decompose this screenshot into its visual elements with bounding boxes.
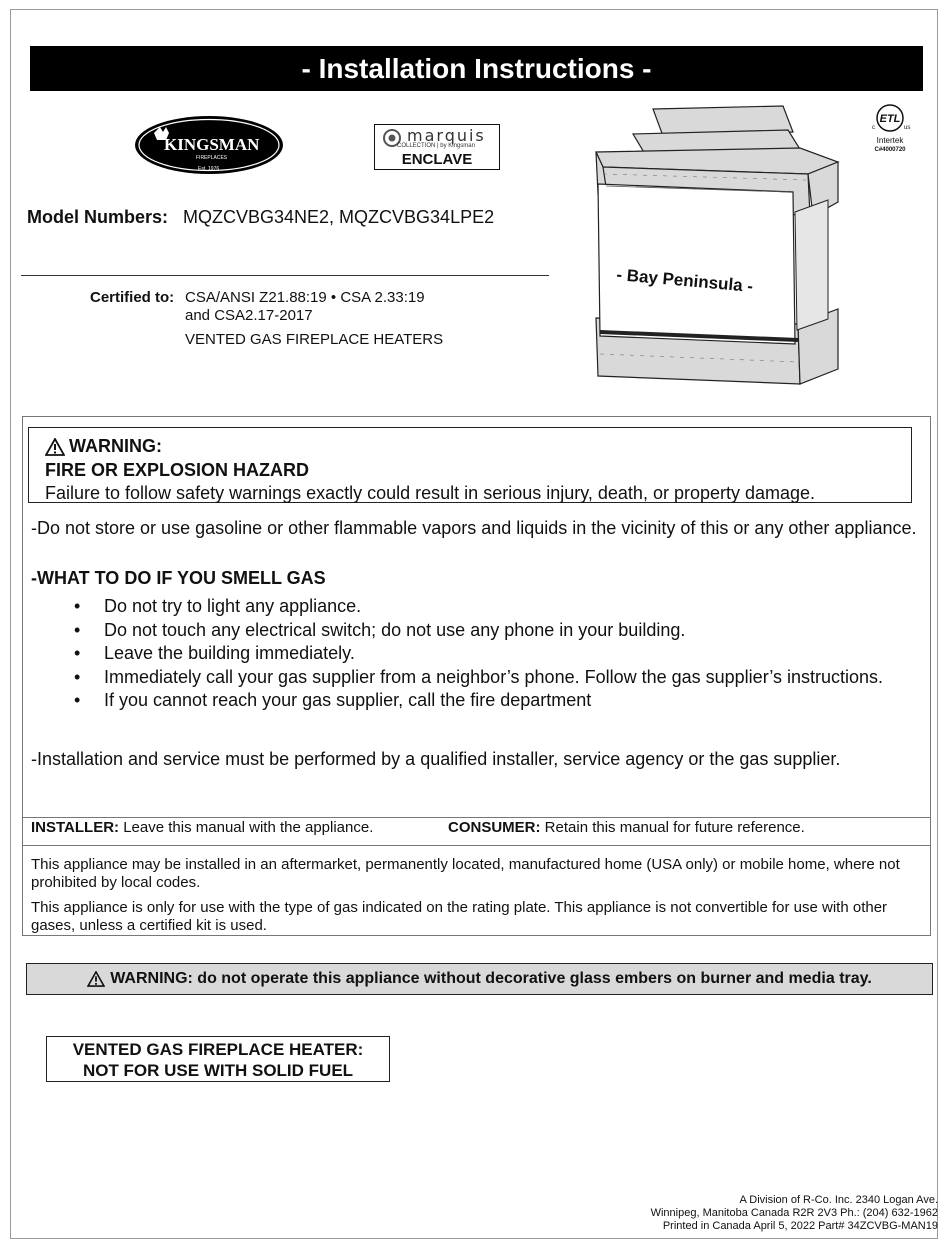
marquis-product: ENCLAVE	[401, 151, 473, 168]
installation-paragraph: -Installation and service must be performed by a qualified installer, service agency or the gas supplier.	[31, 749, 841, 769]
certified-standard-line: CSA/ANSI Z21.88:19 • CSA 2.33:19	[185, 289, 425, 306]
consumer-text: Retain this manual for future reference.	[544, 819, 805, 836]
smell-gas-heading: -WHAT TO DO IF YOU SMELL GAS	[31, 568, 326, 588]
etl-lab: Intertek	[876, 136, 904, 145]
glass-embers-warning	[26, 963, 933, 995]
etl-mark: ETL	[879, 113, 901, 125]
solid-fuel-line: VENTED GAS FIREPLACE HEATER:	[72, 1040, 364, 1059]
footer-address	[651, 1194, 938, 1233]
etl-c: c	[872, 125, 875, 131]
marquis-sub: COLLECTION | by Kingsman	[397, 143, 475, 149]
certified-standard-line: and CSA2.17-2017	[185, 307, 313, 324]
smell-gas-list	[72, 595, 892, 713]
consumer-note	[448, 819, 805, 836]
kingsman-sub: FIREPLACES	[196, 155, 228, 161]
warning-heading	[45, 436, 162, 457]
marquis-enclave-logo	[374, 124, 500, 170]
consumer-label: CONSUMER:	[448, 819, 541, 836]
list-item: • If you cannot reach your gas supplier, call the fire department	[72, 689, 892, 713]
certified-standards	[185, 289, 425, 325]
footer-line: Printed in Canada April 5, 2022 Part# 34ZCVBG-MAN19	[662, 1220, 938, 1232]
model-numbers-value: MQZCVBG34NE2, MQZCVBG34LPE2	[183, 207, 495, 227]
warning-triangle-icon	[87, 971, 105, 987]
list-item: • Leave the building immediately.	[72, 642, 892, 666]
solid-fuel-notice	[46, 1036, 390, 1082]
etl-number: C#4000720	[874, 147, 906, 153]
product-caption: - Bay Peninsula -	[615, 265, 754, 296]
model-numbers-label: Model Numbers:	[27, 207, 169, 227]
glass-embers-warning-text: WARNING: do not operate this appliance without decorative glass embers on burner and media tray.	[110, 970, 872, 987]
installer-text: Leave this manual with the appliance.	[123, 819, 374, 836]
list-item: • Immediately call your gas supplier from a neighbor’s phone. Follow the gas supplier’s instructions.	[72, 666, 892, 690]
warning-subtitle: FIRE OR EXPLOSION HAZARD	[45, 460, 310, 480]
installer-note	[31, 819, 373, 836]
divider	[22, 817, 931, 818]
gas-type-paragraph: This appliance is only for use with the type of gas indicated on the rating plate. This appliance is not convertible for use with other gases, unless a certified kit is used.	[31, 899, 888, 934]
etl-us: us	[904, 125, 911, 131]
divider	[22, 845, 931, 846]
installer-label: INSTALLER:	[31, 819, 120, 836]
certified-label: Certified to:	[90, 289, 175, 306]
warning-title: WARNING:	[69, 436, 162, 456]
list-item: • Do not try to light any appliance.	[72, 595, 892, 619]
kingsman-wordmark: KINGSMAN	[164, 135, 260, 154]
kingsman-logo	[134, 115, 284, 175]
list-item: • Do not touch any electrical switch; do not use any phone in your building.	[72, 619, 892, 643]
warning-triangle-icon	[45, 438, 65, 456]
page-title: - Installation Instructions -	[30, 46, 923, 91]
marquis-word: marquis	[407, 126, 486, 145]
fireplace-product-image	[588, 104, 850, 394]
warning-text: Failure to follow safety warnings exactly could result in serious injury, death, or property damage.	[45, 483, 816, 503]
divider	[21, 275, 549, 276]
mobile-home-paragraph: This appliance may be installed in an aftermarket, permanently located, manufactured home (USA only) or mobile home, where not prohibited by local codes.	[31, 856, 900, 891]
etl-certification-logo	[864, 100, 916, 155]
gasoline-paragraph: -Do not store or use gasoline or other flammable vapors and liquids in the vicinity of this or any other appliance.	[31, 518, 917, 538]
footer-line: Winnipeg, Manitoba Canada R2R 2V3 Ph.: (204) 632-1962	[650, 1207, 938, 1219]
kingsman-est: Est. 1976	[198, 166, 220, 172]
solid-fuel-line: NOT FOR USE WITH SOLID FUEL	[82, 1061, 354, 1080]
footer-line: A Division of R-Co. Inc. 2340 Logan Ave.	[739, 1194, 938, 1206]
certified-type: VENTED GAS FIREPLACE HEATERS	[185, 331, 444, 348]
